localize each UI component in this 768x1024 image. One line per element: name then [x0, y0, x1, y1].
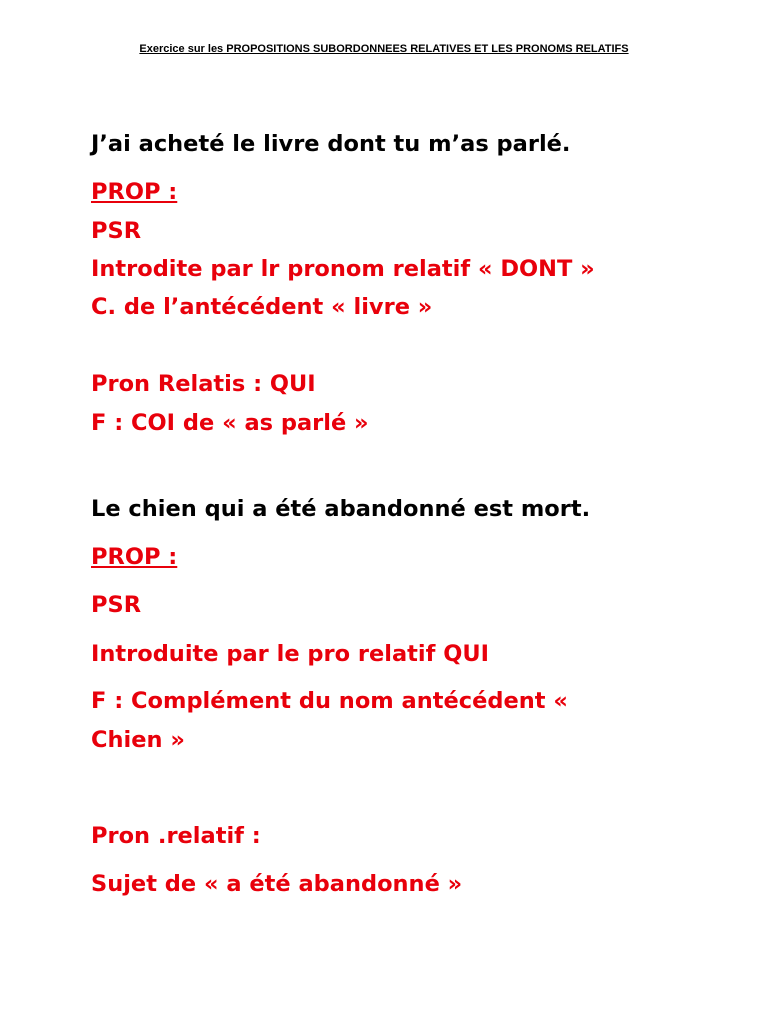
exercise2-function-line1: F : Complément du nom antécédent « [91, 688, 568, 714]
exercise1-prop-label: PROP : [91, 179, 178, 205]
exercise2-pronoun: Pron .relatif : [91, 823, 261, 849]
exercise1-introduced: Introdite par lr pronom relatif « DONT » [91, 256, 595, 282]
exercise1-pronoun: Pron Relatis : QUI [91, 371, 316, 397]
exercise2-type: PSR [91, 592, 142, 618]
exercise2-prop-label: PROP : [91, 544, 178, 570]
exercise1-function: C. de l’antécédent « livre » [91, 294, 433, 320]
exercise2-introduced: Introduite par le pro relatif QUI [91, 641, 490, 667]
document-title: Exercice sur les PROPOSITIONS SUBORDONNEES RELATIVES ET LES PRONOMS RELATIFS [139, 43, 629, 55]
exercise2-function-line2: Chien » [91, 727, 185, 753]
exercise2-sentence: Le chien qui a été abandonné est mort. [91, 496, 591, 522]
exercise1-pronoun-function: F : COI de « as parlé » [91, 410, 369, 436]
exercise1-sentence: J’ai acheté le livre dont tu m’as parlé. [91, 131, 571, 157]
exercise1-type: PSR [91, 218, 142, 244]
exercise2-pronoun-function: Sujet de « a été abandonné » [91, 871, 463, 897]
